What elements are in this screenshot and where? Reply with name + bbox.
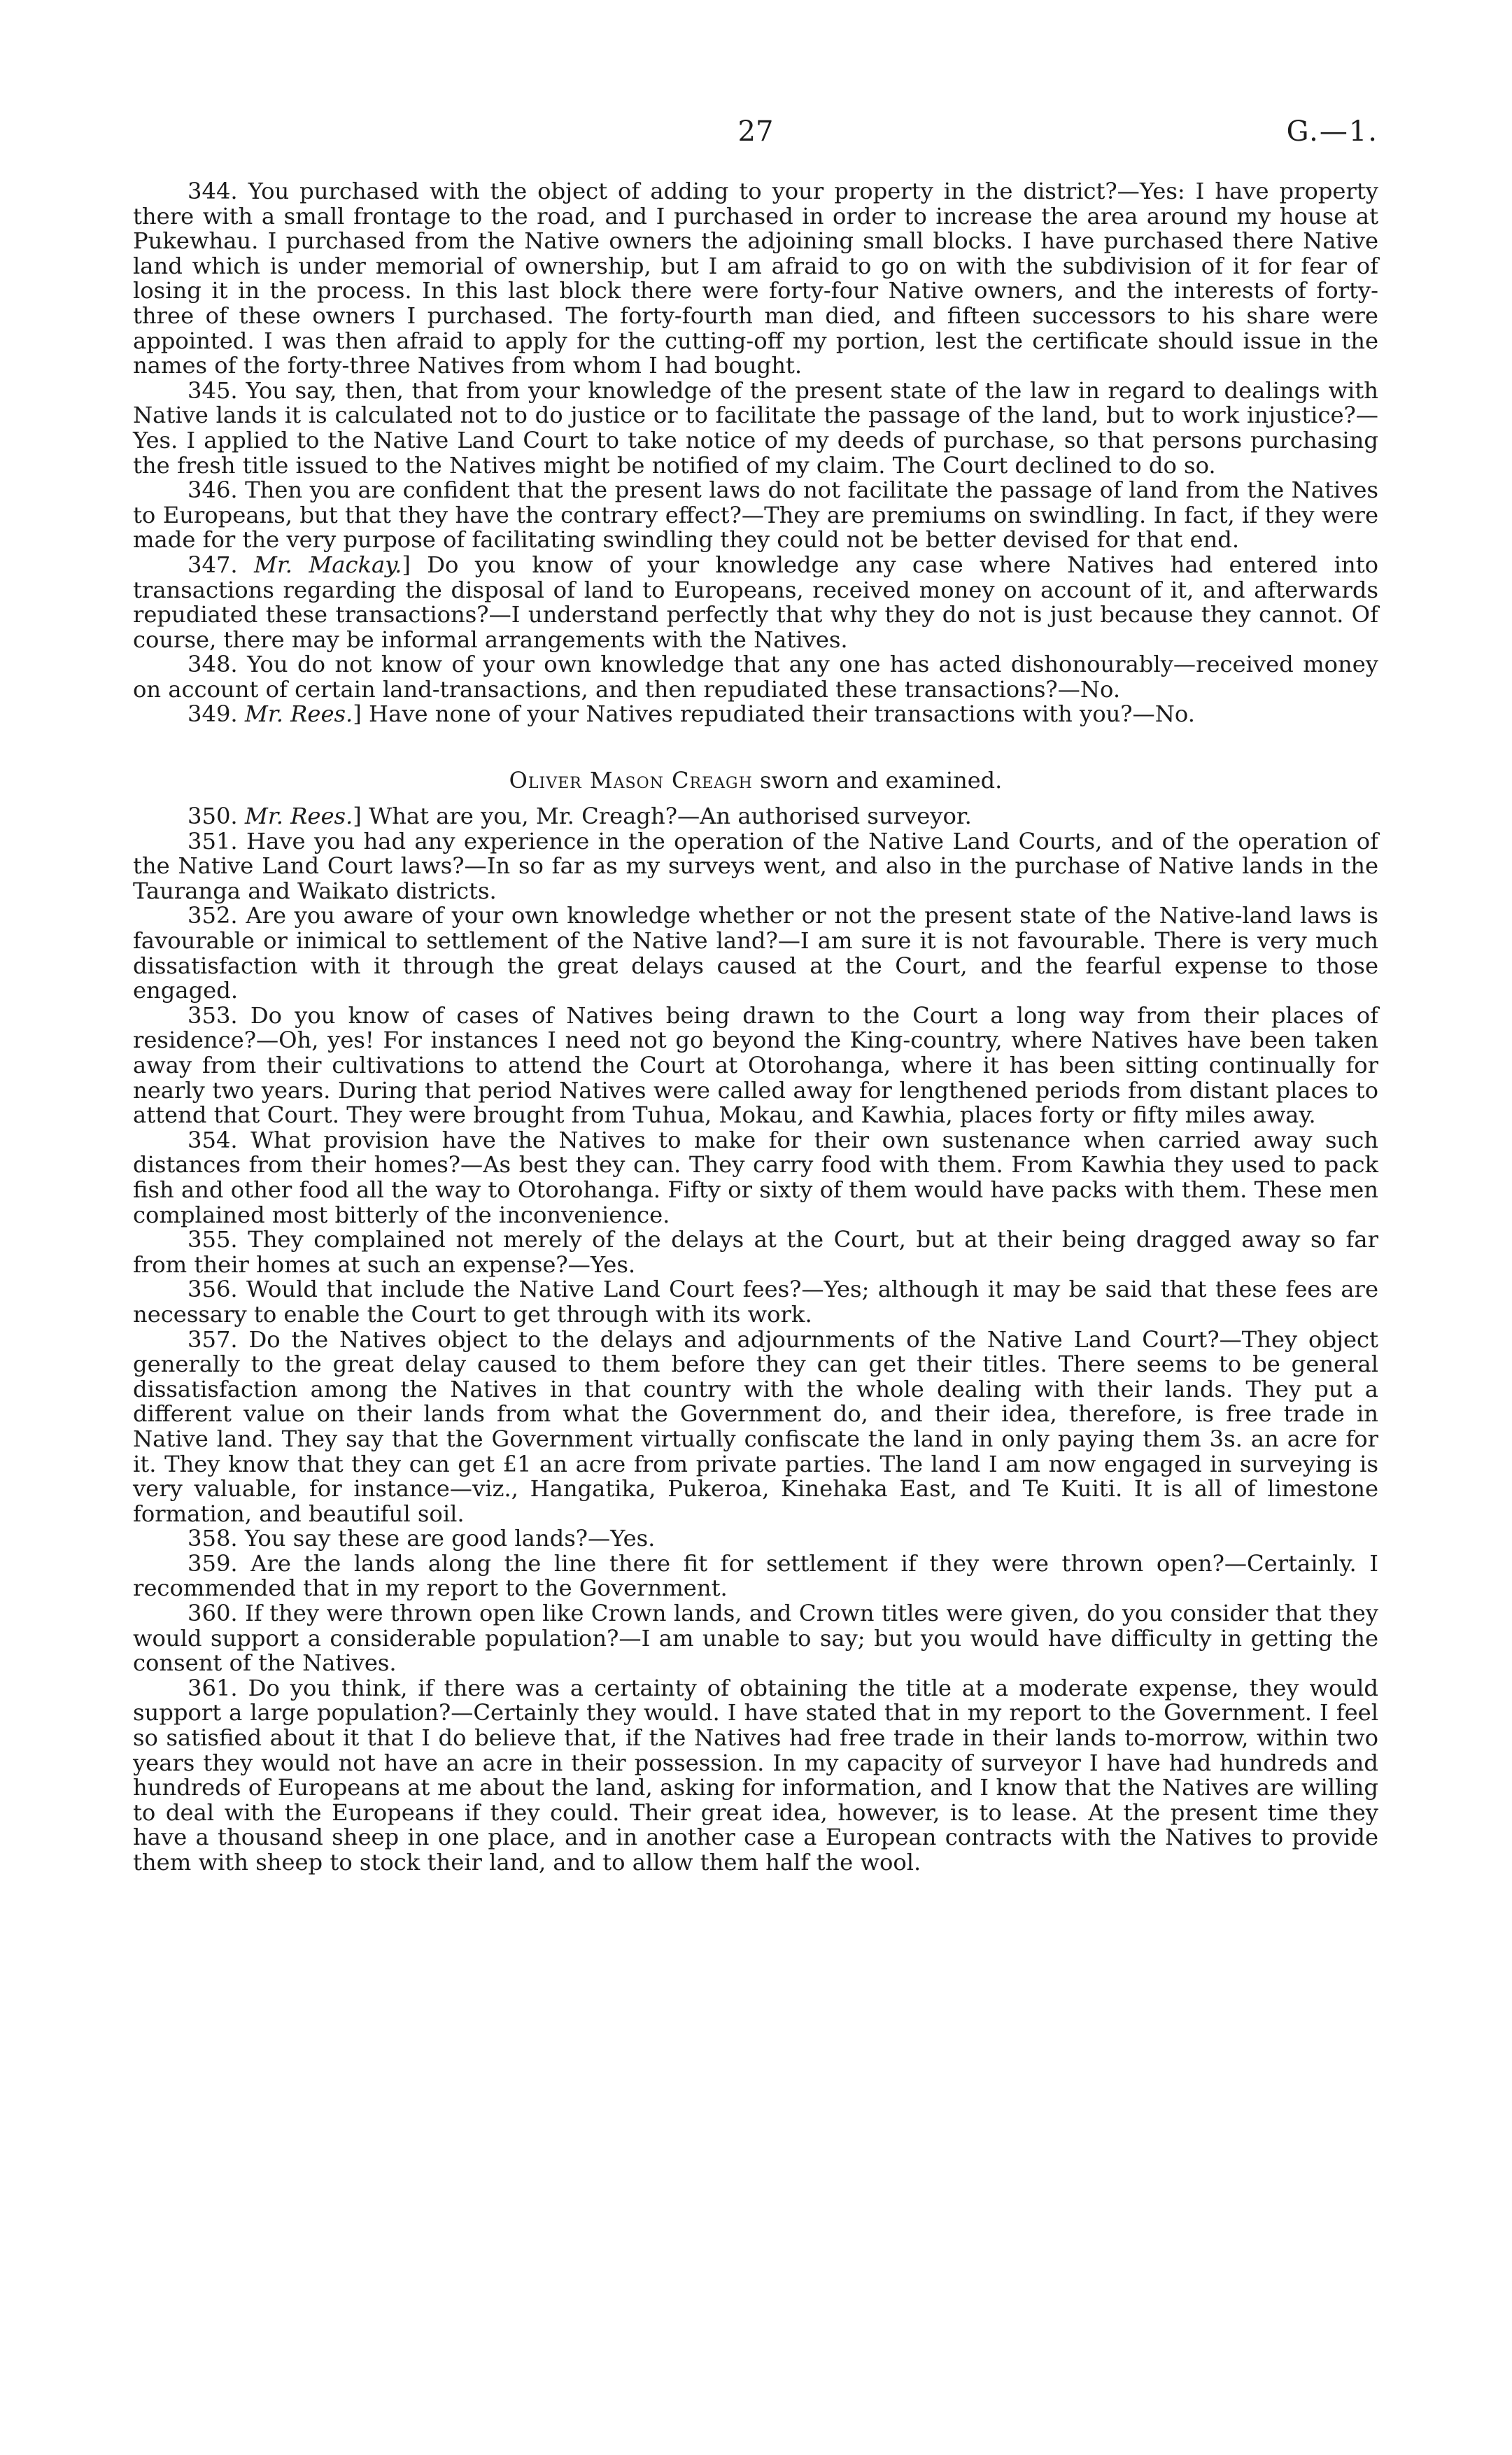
paragraph-352: 352. Are you aware of your own knowledge whether or not the present state of the Native-land laws is favourable or inimical to settlement of the Native land?—I am sure it is not favourable. There is very much dissatisfaction with it through the great delays caused at the Court, and the fearful expense to those engaged. [133, 902, 1378, 1004]
paragraph-347: 347. Mr. Mackay.] Do you know of your knowledge any case where Natives had entered into transactions regarding the disposal of land to Europeans, received money on account of it, and afterwards repudiated these transactions?—I understand perfectly that why they do not is just because they cannot. Of course, there may be informal arrangements with the Natives. [133, 551, 1379, 653]
paragraph-351: 351. Have you had any experience in the operation of the Native Land Courts, and of the operation of the Native Land Court laws?—In so far as my surveys went, and also in the purchase of Native lands in the Tauranga and Waikato districts. [133, 827, 1378, 904]
paragraph-356: 356. Would that include the Native Land Court fees?—Yes; although it may be said that these fees are necessary to enable the Court to get through with its work. [133, 1276, 1378, 1328]
paragraph-346: 346. Then you are confident that the present laws do not facilitate the passage of land from the Natives to Europeans, but that they have the contrary effect?—They are premiums on swindling. In fact, if they were made for the very purpose of facilitating swindling they could not be better devised for that end. [133, 477, 1378, 554]
paragraph-357: 357. Do the Natives object to the delays and adjournments of the Native Land Court?—They object generally to the great delay caused to them before they can get their titles. There seems to be general dissatisfaction among the Natives in that country with the whole dealing with their lands. They put a different value on their lands from what the Government do, and their idea, therefore, is free trade in Native land. They say that the Government virtually confiscate the land in only paying them 3s. an acre for it. They know that they can get £1 an acre from private parties. The land I am now engaged in surveying is very valuable, for instance—viz., Hangatika, Pukeroa, Kinehaka East, and Te Kuiti. It is all of limestone formation, and beautiful soil. [133, 1325, 1378, 1527]
paragraph-361: 361. Do you think, if there was a certainty of obtaining the title at a moderate expense, they would support a large population?—Certainly they would. I have stated that in my report to the Government. I feel so satisfied about it that I do believe that, if the Natives had free trade in their lands to-morrow, within two years they would not have an acre in their possession. In my capacity of surveyor I have had hundreds and hundreds of Europeans at me about the land, asking for information, and I know that the Natives are willing to deal with the Europeans if they could. Their great idea, however, is to lease. At the present time they have a thousand sheep in one place, and in another case a European contracts with the Natives to provide them with sheep to stock their land, and to allow them half the wool. [133, 1674, 1378, 1876]
document-reference: G.—1. [1286, 115, 1378, 148]
witness-heading-suffix: sworn and examined. [759, 767, 1003, 794]
speaker-name: Mr. Rees. [244, 701, 353, 728]
page-header [133, 111, 1378, 153]
speaker-name: Mr. Mackay. [254, 551, 402, 578]
paragraph-349: 349. Mr. Rees.] Have none of your Natives repudiated their transactions with you?—No. [188, 701, 1195, 728]
paragraph-348: 348. You do not know of your own knowledge that any one has acted dishonourably—received money on account of certain land-transactions, and then repudiated these transactions?—No. [133, 651, 1378, 703]
page-number: 27 [737, 115, 774, 148]
witness-name: Oliver Mason Creagh [509, 767, 753, 794]
paragraph-345: 345. You say, then, that from your knowledge of the present state of the law in regard to dealings with Native lands it is calculated not to do justice or to facilitate the passage of the land, but to work injustice?—Yes. I applied to the Native Land Court to take notice of my deeds of purchase, so that persons purchasing the fresh title issued to the Natives might be notified of my claim. The Court declined to do so. [133, 377, 1378, 479]
paragraph-354: 354. What provision have the Natives to make for their own sustenance when carried away such distances from their homes?—As best they can. They carry food with them. From Kawhia they used to pack fish and other food all the way to Otorohanga. Fifty or sixty of them would have packs with them. These men complained most bitterly of the inconvenience. [133, 1126, 1378, 1228]
paragraph-359: 359. Are the lands along the line there fit for settlement if they were thrown open?—Certainly. I recommended that in my report to the Government. [133, 1549, 1378, 1602]
witness-heading [133, 768, 1378, 793]
paragraph-358: 358. You say these are good lands?—Yes. [188, 1525, 656, 1552]
paragraph-353: 353. Do you know of cases of Natives being drawn to the Court a long way from their places of residence?—Oh, yes! For instances I need not go beyond the King-country, where Natives have been taken away from their cultivations to attend the Court at Otorohanga, where it has been sitting continually for nearly two years. During that period Natives were called away for lengthened periods from distant places to attend that Court. They were brought from Tuhua, Mokau, and Kawhia, places forty or fifty miles away. [133, 1001, 1378, 1129]
speaker-name: Mr. Rees. [244, 803, 353, 830]
page-body [133, 179, 1378, 1876]
paragraph-350: 350. Mr. Rees.] What are you, Mr. Creagh?—An authorised surveyor. [188, 803, 972, 830]
paragraph-360: 360. If they were thrown open like Crown lands, and Crown titles were given, do you consider that they would support a considerable population?—I am unable to say; but you would have difficulty in getting the consent of the Natives. [133, 1600, 1378, 1677]
paragraph-355: 355. They complained not merely of the delays at the Court, but at their being dragged away so far from their homes at such an expense?—Yes. [133, 1226, 1378, 1278]
paragraph-344: 344. You purchased with the object of adding to your property in the district?—Yes: I have property there with a small frontage to the road, and I purchased in order to increase the area around my house at Pukewhau. I purchased from the Native owners the adjoining small blocks. I have purchased there Native land which is under memorial of ownership, but I am afraid to go on with the subdivision of it for fear of losing it in the process. In this last block there were forty-four Native owners, and the interests of forty-three of these owners I purchased. The forty-fourth man died, and fifteen successors to his share were appointed. I was then afraid to apply for the cutting-off my portion, lest the certificate should issue in the names of the forty-three Natives from whom I had bought. [133, 178, 1378, 379]
